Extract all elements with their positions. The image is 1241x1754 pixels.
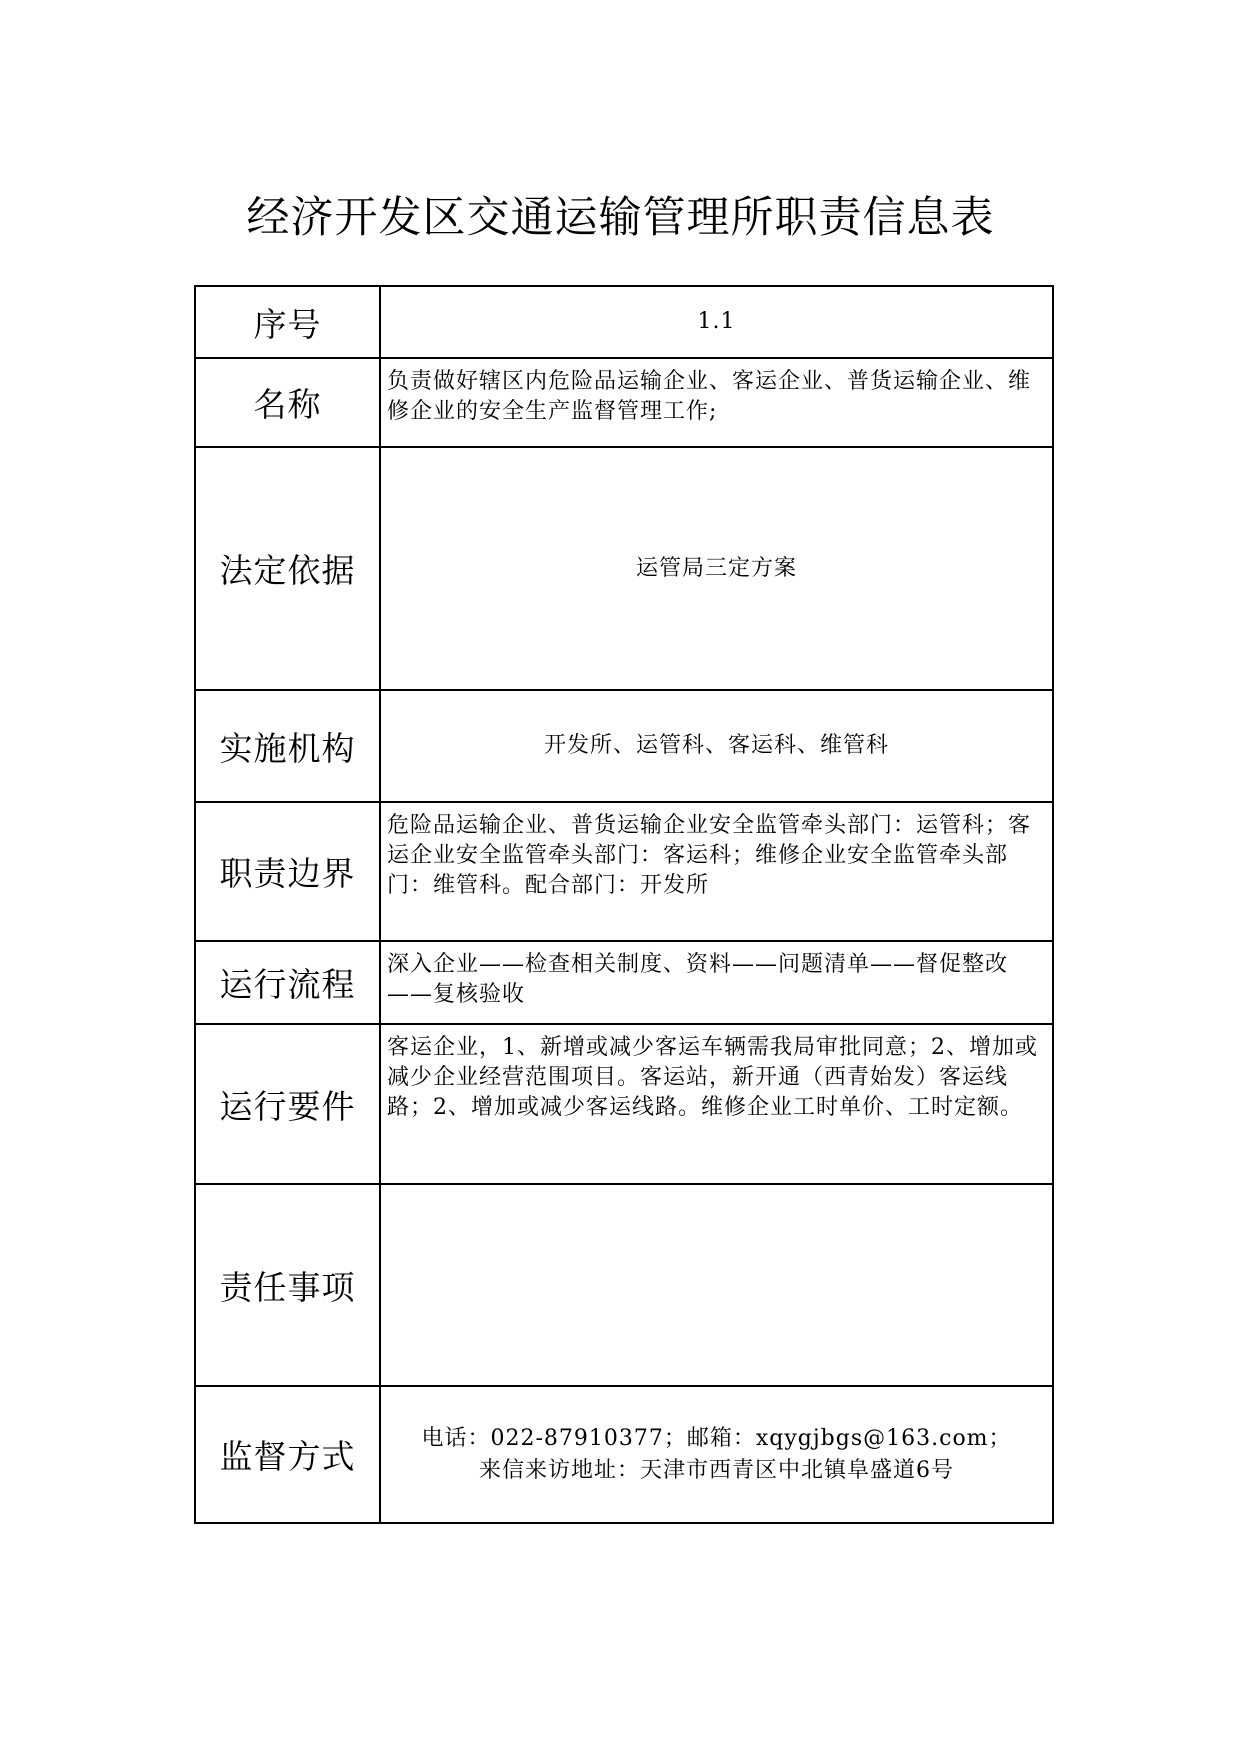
- implementing-agency-label: 实施机构: [195, 690, 380, 802]
- table-row-legal-basis: [195, 447, 1053, 690]
- table-row-requirements: [195, 1024, 1053, 1184]
- table-row-responsibilities: [195, 1184, 1053, 1386]
- table-row-supervision: [195, 1386, 1053, 1523]
- workflow-label: 运行流程: [195, 941, 380, 1024]
- responsibilities-label: 责任事项: [195, 1184, 380, 1386]
- name-value: 负责做好辖区内危险品运输企业、客运企业、普货运输企业、维修企业的安全生产监督管理工作;: [380, 358, 1053, 447]
- supervision-value: [380, 1386, 1053, 1523]
- requirements-label: 运行要件: [195, 1024, 380, 1184]
- serial-value: 1.1: [380, 286, 1053, 358]
- requirements-value: 客运企业，1、新增或减少客运车辆需我局审批同意；2、增加或减少企业经营范围项目。客运站，新开通（西青始发）客运线路；2、增加或减少客运线路。维修企业工时单价、工时定额。: [380, 1024, 1053, 1184]
- responsibility-boundary-label: 职责边界: [195, 802, 380, 941]
- responsibility-boundary-value: 危险品运输企业、普货运输企业安全监管牵头部门：运管科；客运企业安全监管牵头部门：客运科；维修企业安全监管牵头部门：维管科。配合部门：开发所: [380, 802, 1053, 941]
- supervision-address-line: 来信来访地址：天津市西青区中北镇阜盛道6号: [479, 1457, 954, 1483]
- info-table: [194, 285, 1054, 1524]
- table-row-serial: [195, 286, 1053, 358]
- implementing-agency-value: 开发所、运管科、客运科、维管科: [380, 690, 1053, 802]
- serial-label: 序号: [195, 286, 380, 358]
- page-title: 经济开发区交通运输管理所职责信息表: [246, 193, 995, 243]
- table-row-workflow: [195, 941, 1053, 1024]
- table-row-name: [195, 358, 1053, 447]
- supervision-contact-line: 电话：022-87910377；邮箱：xqygjbgs@163.com；: [421, 1425, 1012, 1451]
- legal-basis-label: 法定依据: [195, 447, 380, 690]
- name-label: 名称: [195, 358, 380, 447]
- table-row-implementing-agency: [195, 690, 1053, 802]
- legal-basis-value: 运管局三定方案: [380, 447, 1053, 690]
- workflow-value: 深入企业——检查相关制度、资料——问题清单——督促整改——复核验收: [380, 941, 1053, 1024]
- supervision-label: 监督方式: [195, 1386, 380, 1523]
- table-row-responsibility-boundary: [195, 802, 1053, 941]
- responsibilities-value: [380, 1184, 1053, 1386]
